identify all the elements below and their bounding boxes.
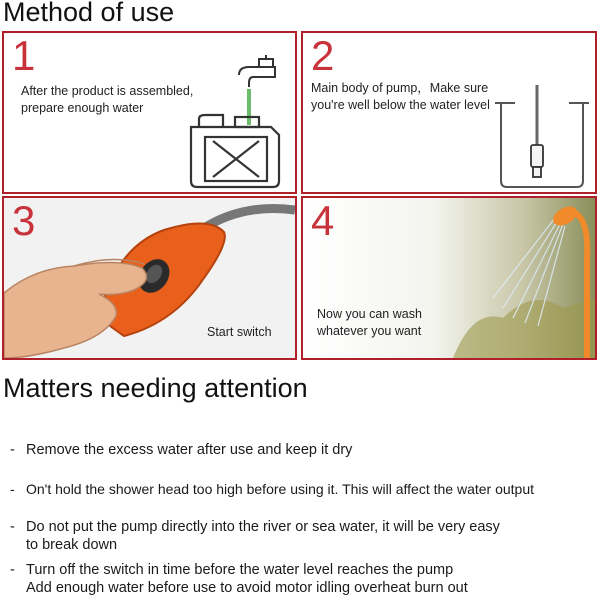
attention-item-text: Remove the excess water after use and keep it dry <box>26 442 353 458</box>
page-title: Method of use <box>3 0 175 27</box>
attention-item <box>10 561 468 597</box>
step-panel-4 <box>301 196 597 360</box>
attention-item-text: Add enough water before use to avoid motor idling overheat burn out <box>26 580 468 596</box>
attention-item <box>10 441 352 459</box>
step-caption-line: Now you can wash <box>317 307 422 321</box>
water-canister-illustration <box>179 53 289 193</box>
step-caption-line: whatever you want <box>317 324 422 338</box>
attention-item-text: Turn off the switch in time before the water level reaches the pump <box>26 562 454 578</box>
step-caption-line: After the product is assembled, <box>21 84 194 98</box>
step-caption-line: Start switch <box>207 325 272 339</box>
attention-item-text: On't hold the shower head too high before using it. This will affect the water output <box>26 481 535 497</box>
step-caption <box>21 83 193 117</box>
step-number: 4 <box>311 197 335 244</box>
attention-title: Matters needing attention <box>3 373 308 403</box>
bullet-dash: - <box>10 481 15 497</box>
step-caption-line: Main body of pump，Make sure <box>311 81 489 95</box>
step-panel-2 <box>301 31 597 194</box>
step-number: 1 <box>12 32 36 79</box>
faucet-icon <box>239 55 275 87</box>
step-caption-line: you're well below the water level <box>311 98 490 112</box>
step-panel-3 <box>2 196 297 360</box>
bullet-dash: - <box>10 519 15 535</box>
step-panel-1 <box>2 31 297 194</box>
attention-item <box>10 480 534 498</box>
bullet-dash: - <box>10 562 15 578</box>
canister-icon <box>191 115 279 187</box>
attention-item-text: Do not put the pump directly into the river or sea water, it will be very easy <box>26 519 500 535</box>
step-number: 2 <box>311 32 335 79</box>
pump-in-container-illustration <box>493 83 593 193</box>
step-caption-line: prepare enough water <box>21 101 144 115</box>
step-caption <box>207 324 272 341</box>
step-caption <box>317 306 422 340</box>
pump-icon <box>531 145 543 177</box>
attention-item-text: to break down <box>26 537 118 553</box>
step-number: 3 <box>12 197 36 244</box>
step-caption <box>311 80 490 114</box>
bullet-dash: - <box>10 442 15 458</box>
hose <box>204 208 295 228</box>
attention-item <box>10 518 500 554</box>
